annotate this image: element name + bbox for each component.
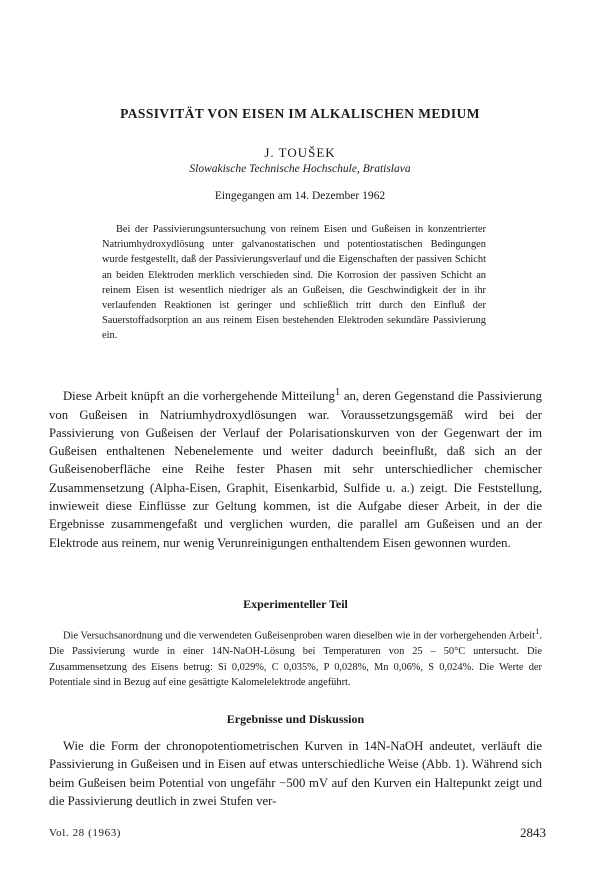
reference-marker: 1	[535, 626, 540, 636]
received-date: Eingegangen am 14. Dezember 1962	[214, 190, 386, 202]
article-title: PASSIVITÄT VON EISEN IM ALKALISCHEN MEDIUM	[120, 106, 480, 121]
reference-marker: 1	[334, 387, 341, 398]
author-name: J. TOUŠEK	[264, 145, 336, 160]
results-paragraph: Wie die Form der chronopotentiometrischen Kurven in 14N-NaOH andeutet, verläuft die Passivierung in Gußeisen und in Eisen auf etwas unterschiedliche Weise (Abb. 1). Während sich beim Gußeisen beim Potential von ungefähr −500 mV auf den Kurven ein Haltepunkt zeigt und die Passivierung deutlich in zwei Stufen ver-	[49, 739, 542, 808]
author-affiliation: Slowakische Technische Hochschule, Bratislava	[189, 163, 411, 175]
experimental-text-end: . Die Passivierung wurde in einer 14N-NaOH-Lösung bei Temperaturen von 25 – 50°C untersucht. Die Zusammensetzung des Eisens betrug: Si 0,029%, C 0,035%, P 0,028%, Mn 0,06%, S 0,024%. Die Werte der Potentiale sind in Bezug auf eine gesättigte Kalomelelektrode angeführt.	[49, 630, 542, 689]
intro-text-start: Diese Arbeit knüpft an die vorhergehende Mitteilung	[63, 389, 335, 404]
intro-paragraph	[49, 384, 542, 552]
section-heading-experimental: Experimenteller Teil	[243, 597, 348, 611]
experimental-text-start: Die Versuchsanordnung und die verwendeten Gußeisenproben waren dieselben wie in der vorhergehenden Arbeit	[63, 630, 536, 642]
abstract: Bei der Passivierungsuntersuchung von reinem Eisen und Gußeisen in konzentrierter Natriumhydroxydlösung unter galvanostatischen und potentiostatischen Bedingungen wurde festgestellt, daß der Passivierungsverlauf und die Eigenschaften der passiven Schicht an beiden Elektroden merklich verschieden sind. Die Korrosion der passiven Schicht an reinem Eisen ist wesentlich niedriger als an Gußeisen, die Geschwindigkeit der in ihr verlaufenden Reaktionen ist geringer und schließlich tritt durch den Einfluß der Sauerstoffadsorption an aus reinem Eisen bestehenden Elektroden sekundäre Passivierung ein.	[102, 224, 486, 342]
intro-text-end: an, deren Gegenstand die Passivierung von Gußeisen in Natriumhydroxydlösungen war. Voraussetzungsgemäß wird bei der Passivierung von Gußeisen der Verlauf der Polarisationskurven von der Gegenwart der im Gußeisen enthaltenen Nebenelemente und weiter dadurch beeinflußt, daß sich an der Gußeisenoberfläche eine Reihe fester Phasen mit sehr unterschiedlicher chemischer Zusammensetzung (Alpha-Eisen, Graphit, Eisenkarbid, Sulfide u. a.) zeigt. Die Feststellung, inwieweit diese Einflüsse zur Geltung kommen, ist die Aufgabe dieser Arbeit, in der die Ergebnisse zusammengefaßt und verglichen wurden, die parallel am Gußeisen und an der Elektrode aus reinem, nur wenig Verunreinigungen enthaltendem Eisen gewonnen wurden.	[49, 389, 542, 550]
section-heading-results: Ergebnisse und Diskussion	[226, 712, 365, 726]
volume-info: Vol. 28 (1963)	[49, 827, 122, 839]
page-number: 2843	[520, 825, 546, 840]
experimental-paragraph	[49, 624, 542, 691]
